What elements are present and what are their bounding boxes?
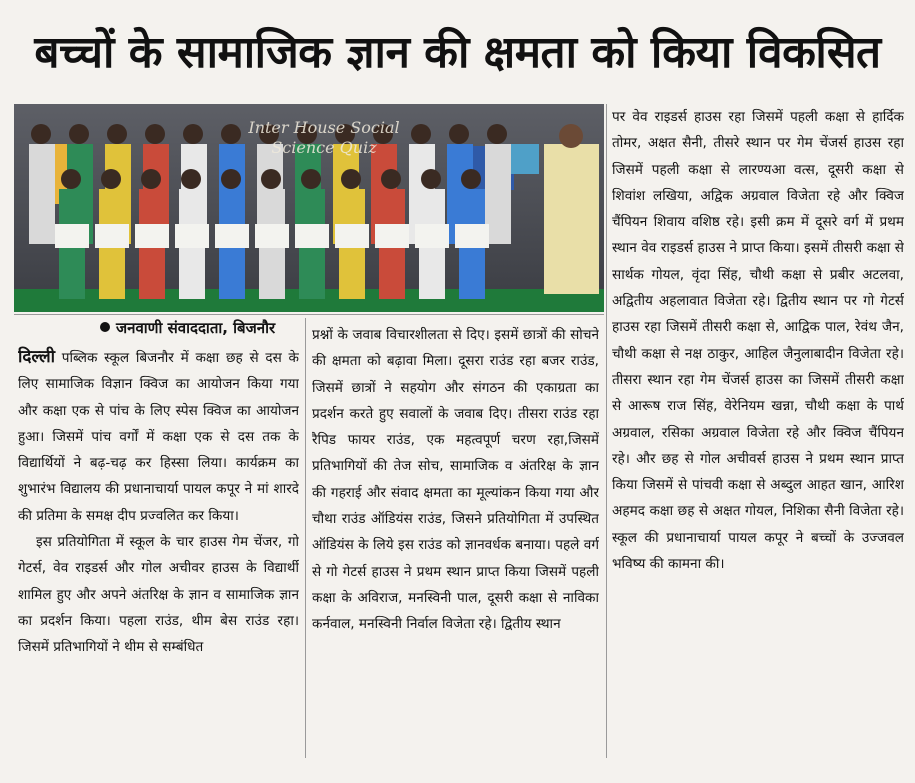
student-figure xyxy=(31,124,51,144)
photo-rule xyxy=(14,314,604,315)
certificate xyxy=(255,224,289,248)
student-figure xyxy=(261,169,281,189)
bullet-icon xyxy=(100,322,110,332)
certificate xyxy=(55,224,89,248)
student-figure xyxy=(29,144,55,244)
student-figure xyxy=(107,124,127,144)
paragraph: पर वेव राइडर्स हाउस रहा जिसमें पहली कक्षा से हार्दिक तोमर, अक्षत सैनी, तीसरे स्थान पर गेम चेंजर्स हाउस रहा जिसमें पहली कक्षा से लारण्यआ वत्स, दूसरी कक्षा से शिवांश लखिया, अद्विक अग्रवाल विजेता रहे और क्विज चैंपियन शिवाय वशिष्ठ रहे। इसी क्रम में दूसरे वर्ग में प्रथम स्थान वेव राइडर्स हाउस ने प्राप्त किया। इसमें तीसरी कक्षा से सार्थक गोयल, वृंदा सिंह, चौथी कक्षा से प्रबीर अटलवा, अद्वितीय अहलावात विजेता रहे। द्वितीय स्थान पर गो गेटर्स हाउस रहा जिसमें तीसरी कक्षा से, आद्विक पाल, रेवंथ जैन, चौथी कक्षा से नक्ष ठाकुर, आहिल जैनुलाबादीन विजेता रहे। तीसरा स्थान रहा गेम चेंजर्स हाउस का जिसमें तीसरी कक्षा से आरूष राज सिंह, वेरेनियम खन्ना, चौथी कक्षा के पार्थ अग्रवाल, रसिका अग्रवाल विजेता रहे और क्विज चैंपियन रहे। और छह से गोल अचीवर्स हाउस ने प्रथम स्थान प्राप्त किया जिसमें से पांचवी कक्षा से अब्दुल आहत खान, आरिश अहमद कक्षा छह से अक्षत गोयल, निशिका सैनी विजेता रहे। स्कूल की प्रधानाचार्या पायल कपूर ने बच्चों के उज्जवल भविष्य की कामना की। xyxy=(612,109,904,573)
student-figure xyxy=(69,124,89,144)
student-figure xyxy=(449,124,469,144)
student-figure xyxy=(101,169,121,189)
certificate xyxy=(455,224,489,248)
student-figure xyxy=(61,169,81,189)
student-figure xyxy=(183,124,203,144)
student-figure xyxy=(221,169,241,189)
student-figure xyxy=(341,169,361,189)
column-divider xyxy=(606,104,607,758)
paragraph: इस प्रतियोगिता में स्कूल के चार हाउस गेम चेंजर, गो गेटर्स, वेव राइडर्स और गोल अचीवर हाउस के विद्यार्थी शामिल हुए और अपने अंतरिक्ष के ज्ञान व सामाजिक ज्ञान का प्रदर्शन किया। पहला राउंड, थीम बेस राउंड रहा। जिसमें प्रतिभागियों ने थीम से सम्बंधित xyxy=(18,534,299,656)
student-figure xyxy=(181,169,201,189)
student-figure xyxy=(145,124,165,144)
group-photo xyxy=(14,104,604,312)
photo-banner-text: Inter House Social Science Quiz xyxy=(248,118,400,157)
certificate xyxy=(335,224,369,248)
certificate xyxy=(175,224,209,248)
article-column-2 xyxy=(312,322,599,756)
paragraph-text: पब्लिक स्कूल बिजनौर में कक्षा छह से दस के लिए सामाजिक विज्ञान क्विज का आयोजन किया गया और कक्षा एक से पांच के लिए स्पेस क्विज का आयोजन हुआ। जिसमें पांच वर्गों में कक्षा एक से दस तक के विद्यार्थियों ने बढ़-चढ़ कर हिस्सा लिया। कार्यक्रम का शुभारंभ विद्यालय की प्रधानाचार्या पायल कपूर ने मां शारदे की प्रतिमा के समक्ष दीप प्रज्वलित कर किया। xyxy=(18,350,299,524)
column-divider xyxy=(305,318,306,758)
student-figure xyxy=(381,169,401,189)
student-figure xyxy=(141,169,161,189)
certificate xyxy=(135,224,169,248)
headline: बच्चों के सामाजिक ज्ञान की क्षमता को किया विकसित xyxy=(34,27,881,78)
paragraph: प्रश्नों के जवाब विचारशीलता से दिए। इसमें छात्रों की सोचने की क्षमता को बढ़ावा मिला। दूसरा राउंड रहा बजर राउंड, जिसमें छात्रों ने सहयोग और संगठन की एकाग्रता का प्रदर्शन करते हुए सवालों के जवाब दिए। तीसरा राउंड रहा रैपिड फायर राउंड, एक महत्वपूर्ण चरण रहा,जिसमें प्रतिभागियों की तेज सोच, सामाजिक व अंतरिक्ष के ज्ञान की गहराई और संवाद क्षमता का मूल्यांकन किया गया और चौथा राउंड ऑडियंस राउंड, जिसने प्रतियोगिता में उपस्थित ऑडियंस के लिये इस राउंड को ज्ञानवर्धक बनाया। पहले वर्ग से गो गेटर्स हाउस ने प्रथम स्थान प्राप्त किया जिसमें पहली कक्षा के अविराज, मनस्विनी पाल, दूसरी कक्षा से नाविका कर्नवाल, मनस्विनी निर्वाल विजेता रहे। द्वितीय स्थान xyxy=(312,327,599,633)
article-column-1 xyxy=(18,344,299,754)
paragraph xyxy=(18,344,299,529)
student-figure xyxy=(301,169,321,189)
student-figure xyxy=(487,124,507,144)
byline-text: जनवाणी संवाददाता, बिजनौर xyxy=(116,319,276,337)
lead-word: दिल्ली xyxy=(18,347,56,367)
certificate xyxy=(415,224,449,248)
certificate xyxy=(95,224,129,248)
student-figure xyxy=(421,169,441,189)
article-column-3 xyxy=(612,104,904,756)
byline xyxy=(100,318,275,338)
certificate xyxy=(295,224,329,248)
certificate xyxy=(215,224,249,248)
student-figure xyxy=(461,169,481,189)
certificate xyxy=(375,224,409,248)
